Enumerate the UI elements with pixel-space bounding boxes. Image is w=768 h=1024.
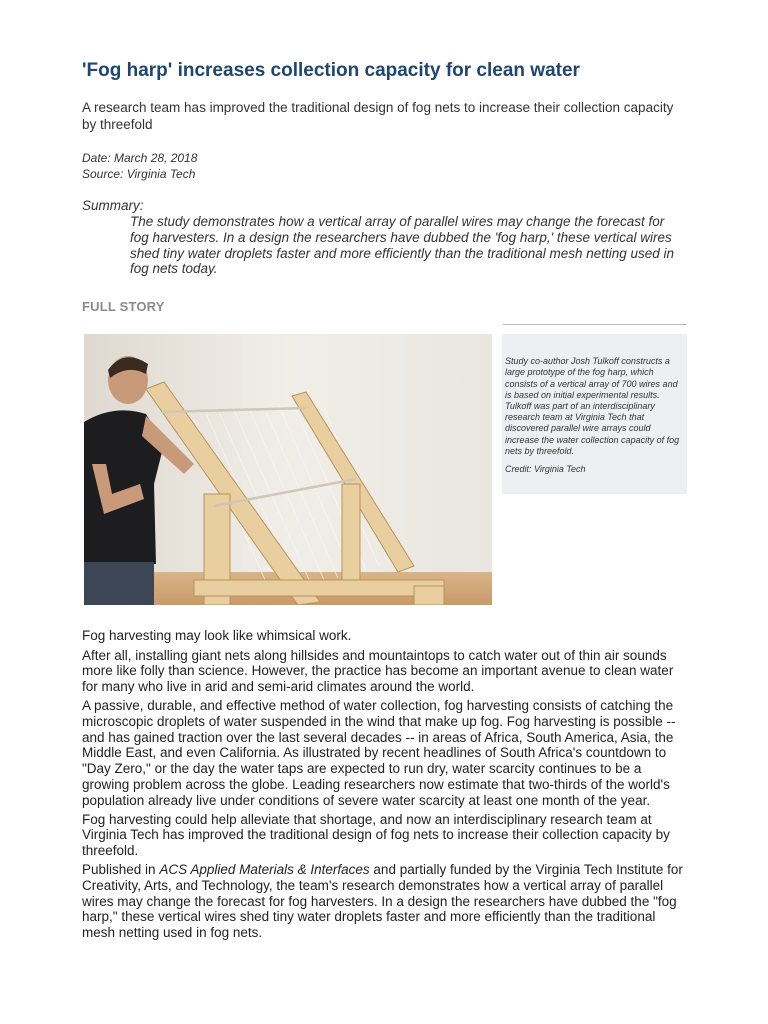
body-paragraph: Fog harvesting could help alleviate that shortage, and now an interdisciplinary research team at Virginia Tech has improved the traditional design of fog nets to increase their collection capacity by threefold. <box>82 811 670 859</box>
body-paragraph: After all, installing giant nets along hillsides and mountaintops to catch water out of thin air sounds more like folly than science. However, the practice has become an important avenue to clean water for many who live in arid and semi-arid climates around the world. <box>82 647 674 695</box>
full-story-heading: FULL STORY <box>82 299 165 315</box>
article-photo <box>84 334 492 605</box>
article-body <box>82 628 687 944</box>
body-paragraph: A passive, durable, and effective method of water collection, fog harvesting consists of catching the microscopic droplets of water suspended in the wind that make up fog. Fog harvesting is possible -- and has gained traction over the last several decades -- in areas of Africa, South America, Asia, the Middle East, and even California. As illustrated by recent headlines of South Africa's countdown to "Day Zero," or the day the water taps are expected to run dry, water scarcity continues to be a growing problem across the globe. Leading researchers now estimate that two-thirds of the world's population already live under conditions of severe water scarcity at least one month of the year. <box>82 698 676 808</box>
article-container <box>82 58 687 606</box>
body-paragraph <box>82 862 687 941</box>
article-title: 'Fog harp' increases collection capacity for clean water <box>82 60 580 81</box>
figure <box>82 334 687 606</box>
summary-text: The study demonstrates how a vertical array of parallel wires may change the forecast for fog harvesters. In a design the researchers have dubbed the 'fog harp,' these vertical wires shed tiny water droplets faster and more efficiently than the traditional mesh netting used in fog nets today. <box>130 214 675 277</box>
article-source: Source: Virginia Tech <box>82 167 196 181</box>
fog-harp-photo-illustration <box>84 334 492 605</box>
figure-caption: Study co-author Josh Tulkoff constructs a large prototype of the fog harp, which consists of a vertical array of 700 wires and is based on initial experimental results. Tulkoff was part of an interdisciplinary research team at Virginia Tech that discovered parallel wire arrays could increase the water collection capacity of fog nets by threefold. <box>505 356 680 456</box>
article-date: Date: March 28, 2018 <box>82 151 198 165</box>
summary-label: Summary: <box>82 198 144 213</box>
body-text: Published in <box>82 862 160 878</box>
body-text: and partially funded by the Virginia Tech Institute for Creativity, Arts, and Technology, the team's research demonstrates how a vertical array of parallel wires may change the forecast for fog harvesters. In a design the researchers have dubbed the "fog harp," these vertical wires shed tiny water droplets faster and more efficiently than the traditional mesh netting used in fog nets. <box>82 862 683 941</box>
journal-name: ACS Applied Materials & Interfaces <box>159 862 370 878</box>
figure-credit: Credit: Virginia Tech <box>505 464 586 475</box>
article-meta <box>82 150 687 182</box>
article-subtitle: A research team has improved the traditional design of fog nets to increase their collection capacity by threefold <box>82 100 674 132</box>
body-paragraph: Fog harvesting may look like whimsical work. <box>82 628 352 643</box>
caption-divider <box>503 324 687 325</box>
figure-caption-box <box>502 334 687 494</box>
